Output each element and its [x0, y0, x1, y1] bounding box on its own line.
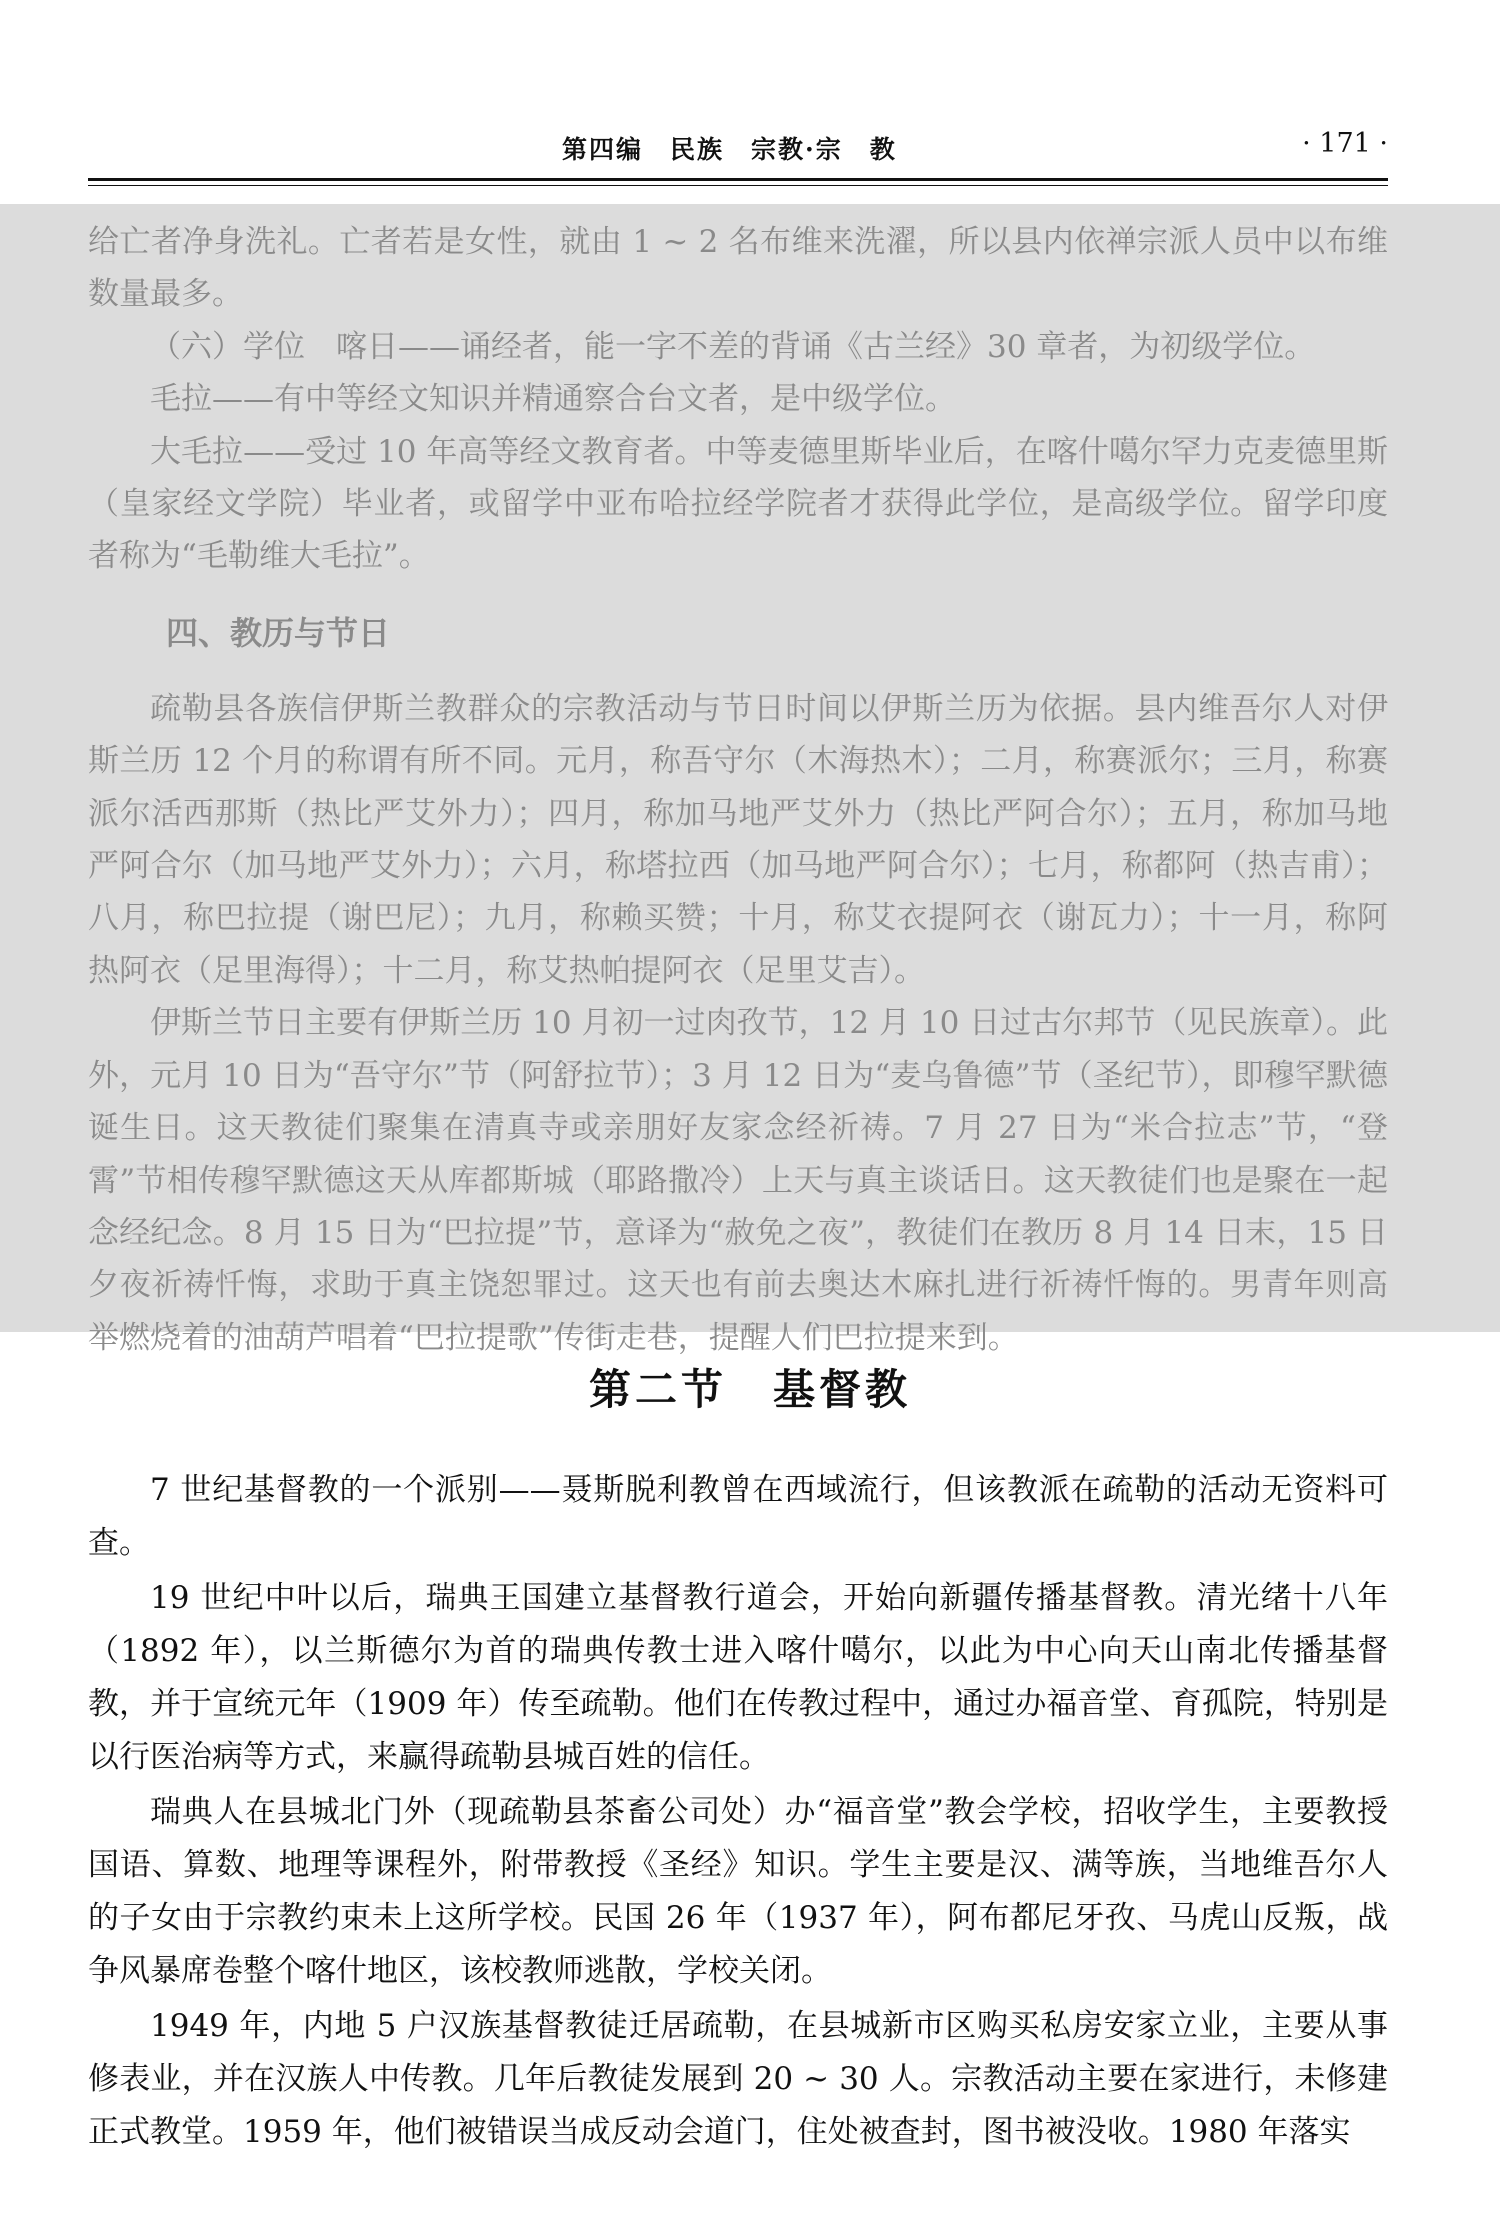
paragraph: 19 世纪中叶以后，瑞典王国建立基督教行道会，开始向新疆传播基督教。清光绪十八年（1892 年），以兰斯德尔为首的瑞典传教士进入喀什噶尔，以此为中心向天山南北传播基督教，并于宣统元年（1909 年）传至疏勒。他们在传教过程中，通过办福音堂、育孤院，特别是以行医治病等方式，来赢得疏勒县城百姓的信任。 [88, 1580, 1388, 1775]
paragraph: 瑞典人在县城北门外（现疏勒县茶畜公司处）办“福音堂”教会学校，招收学生，主要教授国语、算数、地理等课程外，附带教授《圣经》知识。学生主要是汉、满等族，当地维吾尔人的子女由于宗教约束未上这所学校。民国 26 年（1937 年），阿布都尼牙孜、马虎山反叛，战争风暴席卷整个喀什地区，该校教师逃散，学校关闭。 [88, 1794, 1388, 1989]
shaded-continuation-block [0, 204, 1500, 1356]
paragraph: 疏勒县各族信伊斯兰教群众的宗教活动与节日时间以伊斯兰历为依据。县内维吾尔人对伊斯兰历 12 个月的称谓有所不同。元月，称吾守尔（木海热木）；二月，称赛派尔；三月，称赛派尔活西那斯（热比严艾外力）；四月，称加马地严艾外力（热比严阿合尔）；五月，称加马地严阿合尔（加马地严艾外力）；六月，称塔拉西（加马地严阿合尔）；七月，称都阿（热吉甫）；八月，称巴拉提（谢巴尼）；九月，称赖买赞；十月，称艾衣提阿衣（谢瓦力）；十一月，称阿热阿衣（足里海得）；十二月，称艾热帕提阿衣（足里艾吉）。 [88, 690, 1388, 989]
shaded-text [88, 216, 1388, 1364]
subsection-heading: 四、教历与节日 [166, 613, 391, 652]
page-number: · 171 · [1302, 128, 1388, 159]
paragraph: （六）学位 喀日——诵经者，能一字不差的背诵《古兰经》30 章者，为初级学位。 [150, 328, 1316, 365]
body-text [88, 1464, 1388, 2159]
running-head [88, 126, 1388, 174]
chapter-title: 第四编 民族 宗教·宗 教 [562, 135, 897, 164]
paragraph: 毛拉——有中等经文知识并精通察合台文者，是中级学位。 [150, 381, 956, 418]
paragraph: 7 世纪基督教的一个派别——聂斯脱利教曾在西域流行，但该教派在疏勒的活动无资料可查。 [88, 1472, 1388, 1561]
header-rule-thick [88, 178, 1388, 181]
paragraph: 伊斯兰节日主要有伊斯兰历 10 月初一过肉孜节，12 月 10 日过古尔邦节（见民族章）。此外，元月 10 日为“吾守尔”节（阿舒拉节）；3 月 12 日为“麦乌鲁德”节（圣纪节），即穆罕默德诞生日。这天教徒们聚集在清真寺或亲朋好友家念经祈祷。7 月 27 日为“米合拉志”节，“登霄”节相传穆罕默德这天从库都斯城（耶路撒冷）上天与真主谈话日。这天教徒们也是聚在一起念经纪念。8 月 15 日为“巴拉提”节，意译为“赦免之夜”，教徒们在教历 8 月 14 日末，15 日夕夜祈祷忏悔，求助于真主饶恕罪过。这天也有前去奥达木麻扎进行祈祷忏悔的。男青年则高举燃烧着的油葫芦唱着“巴拉提歌”传街走巷，提醒人们巴拉提来到。 [88, 1005, 1388, 1356]
paragraph: 大毛拉——受过 10 年高等经文教育者。中等麦德里斯毕业后，在喀什噶尔罕力克麦德里斯（皇家经文学院）毕业者，或留学中亚布哈拉经学院者才获得此学位，是高级学位。留学印度者称为“毛勒维大毛拉”。 [88, 433, 1388, 575]
paragraph: 给亡者净身洗礼。亡者若是女性，就由 1 ~ 2 名布维来洗濯，所以县内依禅宗派人员中以布维数量最多。 [88, 224, 1388, 313]
paragraph: 1949 年，内地 5 户汉族基督教徒迁居疏勒，在县城新市区购买私房安家立业，主要从事修表业，并在汉族人中传教。几年后教徒发展到 20 ~ 30 人。宗教活动主要在家进行，未修建正式教堂。1959 年，他们被错误当成反动会道门，住处被查封，图书被没收。1980 年落实 [88, 2008, 1388, 2150]
section-title: 第二节 基督教 [588, 1365, 911, 1414]
header-rule-thin [88, 185, 1388, 186]
